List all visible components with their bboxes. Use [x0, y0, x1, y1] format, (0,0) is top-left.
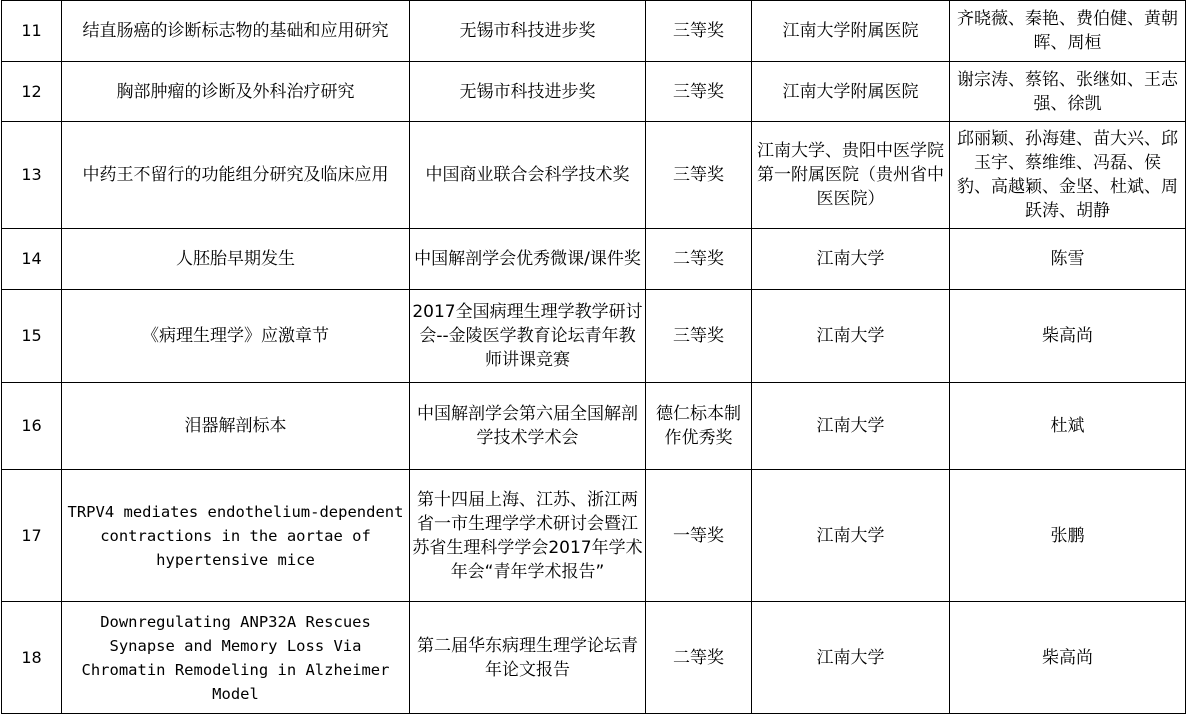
award-name: 中国解剖学会优秀微课/课件奖: [410, 229, 646, 290]
award-grade: 一等奖: [646, 470, 752, 602]
row-number: 18: [2, 602, 62, 714]
award-name: 第二届华东病理生理学论坛青年论文报告: [410, 602, 646, 714]
persons: 谢宗涛、蔡铭、张继如、王志强、徐凯: [950, 62, 1186, 122]
unit: 江南大学附属医院: [752, 1, 950, 62]
award-grade: 德仁标本制作优秀奖: [646, 383, 752, 470]
award-grade: 三等奖: [646, 122, 752, 229]
table-row: [2, 62, 1186, 122]
persons: 柴高尚: [950, 602, 1186, 714]
award-name: 第十四届上海、江苏、浙江两省一市生理学学术研讨会暨江苏省生理科学学会2017年学术年会“青年学术报告”: [410, 470, 646, 602]
unit: 江南大学: [752, 602, 950, 714]
awards-table: [1, 0, 1186, 714]
award-grade: 二等奖: [646, 602, 752, 714]
row-number: 14: [2, 229, 62, 290]
project-title: 胸部肿瘤的诊断及外科治疗研究: [62, 62, 410, 122]
project-title: 中药王不留行的功能组分研究及临床应用: [62, 122, 410, 229]
table-row: [2, 1, 1186, 62]
unit: 江南大学: [752, 290, 950, 383]
award-name: 中国商业联合会科学技术奖: [410, 122, 646, 229]
unit: 江南大学: [752, 229, 950, 290]
table-row: [2, 229, 1186, 290]
award-name: 2017全国病理生理学教学研讨会--金陵医学教育论坛青年教师讲课竞赛: [410, 290, 646, 383]
project-title: TRPV4 mediates endothelium-dependent contractions in the aortae of hypertensive mice: [62, 470, 410, 602]
project-title: 泪器解剖标本: [62, 383, 410, 470]
unit: 江南大学、贵阳中医学院第一附属医院（贵州省中医医院）: [752, 122, 950, 229]
row-number: 15: [2, 290, 62, 383]
persons: 邱丽颖、孙海建、苗大兴、邱玉宇、蔡维维、冯磊、侯 豹、高越颖、金坚、杜斌、周跃涛、胡静: [950, 122, 1186, 229]
award-grade: 二等奖: [646, 229, 752, 290]
row-number: 13: [2, 122, 62, 229]
award-grade: 三等奖: [646, 290, 752, 383]
persons: 陈雪: [950, 229, 1186, 290]
award-grade: 三等奖: [646, 62, 752, 122]
project-title: 人胚胎早期发生: [62, 229, 410, 290]
project-title: 《病理生理学》应激章节: [62, 290, 410, 383]
table-row: [2, 602, 1186, 714]
award-grade: 三等奖: [646, 1, 752, 62]
table-row: [2, 290, 1186, 383]
project-title: 结直肠癌的诊断标志物的基础和应用研究: [62, 1, 410, 62]
persons: 张鹏: [950, 470, 1186, 602]
row-number: 16: [2, 383, 62, 470]
award-name: 无锡市科技进步奖: [410, 1, 646, 62]
unit: 江南大学: [752, 383, 950, 470]
project-title: Downregulating ANP32A Rescues Synapse and Memory Loss Via Chromatin Remodeling in Alzheimer Model: [62, 602, 410, 714]
table-row: [2, 470, 1186, 602]
unit: 江南大学附属医院: [752, 62, 950, 122]
row-number: 11: [2, 1, 62, 62]
row-number: 12: [2, 62, 62, 122]
persons: 柴高尚: [950, 290, 1186, 383]
persons: 齐晓薇、秦艳、费伯健、黄朝晖、周桓: [950, 1, 1186, 62]
unit: 江南大学: [752, 470, 950, 602]
table-row: [2, 383, 1186, 470]
award-name: 无锡市科技进步奖: [410, 62, 646, 122]
persons: 杜斌: [950, 383, 1186, 470]
award-name: 中国解剖学会第六届全国解剖学技术学术会: [410, 383, 646, 470]
table-row: [2, 122, 1186, 229]
row-number: 17: [2, 470, 62, 602]
